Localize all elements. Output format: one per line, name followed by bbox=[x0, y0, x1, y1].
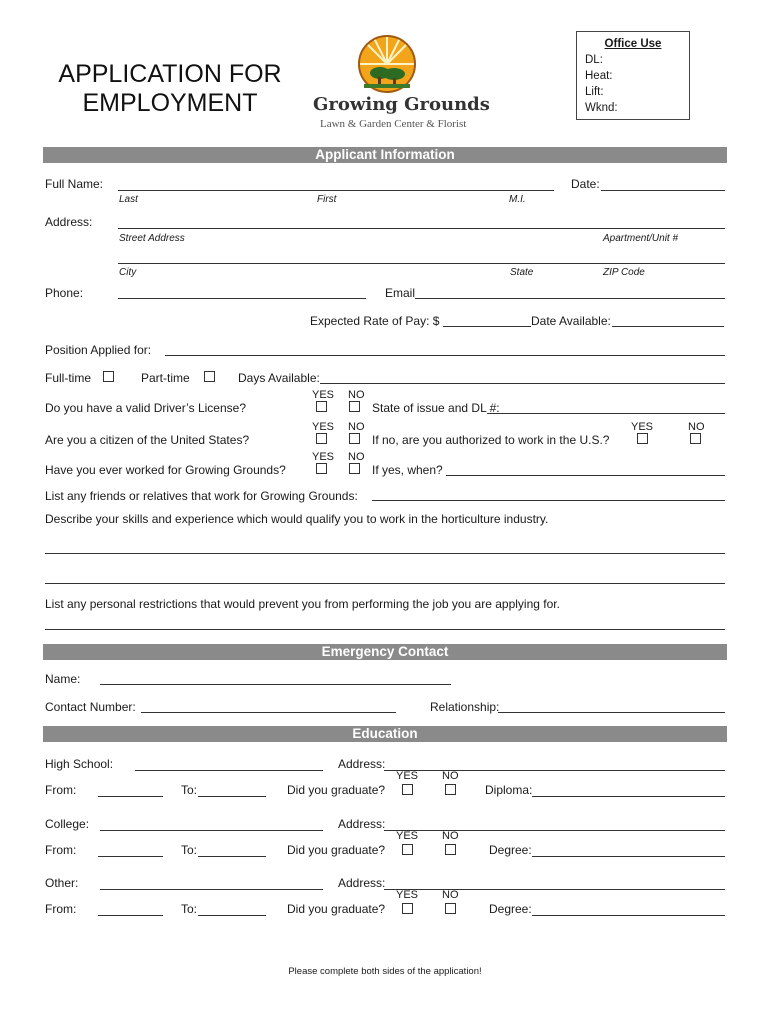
other-field[interactable] bbox=[100, 889, 323, 890]
position-field[interactable] bbox=[165, 355, 725, 356]
license-no-header: NO bbox=[348, 389, 365, 401]
high-school-no-header: NO bbox=[442, 770, 459, 782]
friends-label: List any friends or relatives that work for Growing Grounds: bbox=[45, 489, 358, 503]
worked-no-checkbox[interactable] bbox=[349, 463, 360, 474]
other-graduate-label: Did you graduate? bbox=[287, 902, 386, 916]
license-yes-header: YES bbox=[312, 389, 335, 401]
high-school-address-field[interactable] bbox=[384, 770, 725, 771]
city-caption: City bbox=[119, 267, 137, 278]
college-to-field[interactable] bbox=[198, 856, 266, 857]
college-field[interactable] bbox=[100, 830, 323, 831]
street-address-caption: Street Address bbox=[119, 233, 185, 244]
address-label: Address: bbox=[45, 215, 93, 229]
diploma-label: Diploma: bbox=[485, 783, 533, 797]
date-available-field[interactable] bbox=[612, 326, 724, 327]
street-address-field[interactable] bbox=[118, 228, 725, 229]
worked-yes-header: YES bbox=[312, 451, 335, 463]
diploma-field[interactable] bbox=[532, 796, 725, 797]
office-use-wknd: Wknd: bbox=[585, 102, 618, 114]
citizen-question: Are you a citizen of the United States? bbox=[45, 433, 250, 447]
license-question: Do you have a valid Driver’s License? bbox=[45, 401, 246, 415]
form-title-line2: EMPLOYMENT bbox=[82, 89, 258, 117]
office-use-heat: Heat: bbox=[585, 70, 613, 82]
other-degree-label: Degree: bbox=[489, 902, 532, 916]
state-caption: State bbox=[510, 267, 534, 278]
license-no-checkbox[interactable] bbox=[349, 401, 360, 412]
pay-label: Expected Rate of Pay: $ bbox=[310, 314, 440, 328]
college-no-header: NO bbox=[442, 830, 459, 842]
if-yes-when-field[interactable] bbox=[446, 475, 725, 476]
emergency-name-label: Name: bbox=[45, 672, 81, 686]
relationship-field[interactable] bbox=[498, 712, 725, 713]
zip-caption: ZIP Code bbox=[603, 267, 645, 278]
restrictions-field[interactable] bbox=[45, 629, 725, 630]
college-to-label: To: bbox=[181, 843, 198, 857]
office-use-box bbox=[576, 31, 690, 120]
relationship-label: Relationship: bbox=[430, 700, 500, 714]
days-available-field[interactable] bbox=[320, 383, 725, 384]
citizen-no-checkbox[interactable] bbox=[349, 433, 360, 444]
phone-label: Phone: bbox=[45, 286, 84, 300]
office-use-lift: Lift: bbox=[585, 86, 604, 98]
skills-field-line-2[interactable] bbox=[45, 583, 725, 584]
other-graduate-yes-checkbox[interactable] bbox=[402, 903, 413, 914]
part-time-checkbox[interactable] bbox=[204, 371, 215, 382]
date-label: Date: bbox=[571, 177, 600, 191]
college-graduate-yes-checkbox[interactable] bbox=[402, 844, 413, 855]
other-no-header: NO bbox=[442, 889, 459, 901]
full-name-label: Full Name: bbox=[45, 177, 104, 191]
logo-name: Growing Grounds bbox=[313, 94, 490, 115]
footer-note: Please complete both sides of the application! bbox=[288, 966, 482, 977]
high-school-label: High School: bbox=[45, 757, 114, 771]
high-school-from-field[interactable] bbox=[98, 796, 163, 797]
college-degree-field[interactable] bbox=[532, 856, 725, 857]
days-available-label: Days Available: bbox=[238, 371, 320, 385]
other-address-label: Address: bbox=[338, 876, 386, 890]
other-from-label: From: bbox=[45, 902, 77, 916]
skills-label: Describe your skills and experience which would qualify you to work in the horticulture industry. bbox=[45, 512, 549, 526]
high-school-to-field[interactable] bbox=[198, 796, 266, 797]
email-field[interactable] bbox=[415, 298, 725, 299]
college-address-field[interactable] bbox=[384, 830, 725, 831]
other-address-field[interactable] bbox=[384, 889, 725, 890]
part-time-label: Part-time bbox=[141, 371, 190, 385]
friends-field[interactable] bbox=[372, 500, 725, 501]
other-graduate-no-checkbox[interactable] bbox=[445, 903, 456, 914]
authorized-yes-header: YES bbox=[631, 421, 654, 433]
date-field[interactable] bbox=[601, 190, 725, 191]
high-school-graduate-label: Did you graduate? bbox=[287, 783, 386, 797]
section-education: Education bbox=[43, 726, 727, 742]
last-name-caption: Last bbox=[119, 194, 138, 205]
high-school-field[interactable] bbox=[135, 770, 323, 771]
other-to-label: To: bbox=[181, 902, 198, 916]
sun-tree-logo-icon bbox=[358, 35, 416, 93]
high-school-graduate-no-checkbox[interactable] bbox=[445, 784, 456, 795]
if-yes-when-label: If yes, when? bbox=[372, 463, 443, 477]
high-school-to-label: To: bbox=[181, 783, 198, 797]
college-yes-header: YES bbox=[396, 830, 419, 842]
other-from-field[interactable] bbox=[98, 915, 163, 916]
citizen-no-header: NO bbox=[348, 421, 365, 433]
skills-field-line-1[interactable] bbox=[45, 553, 725, 554]
license-yes-checkbox[interactable] bbox=[316, 401, 327, 412]
state-dl-label: State of issue and DL #: bbox=[372, 401, 500, 415]
authorized-no-header: NO bbox=[688, 421, 705, 433]
college-label: College: bbox=[45, 817, 90, 831]
contact-number-label: Contact Number: bbox=[45, 700, 136, 714]
full-name-field[interactable] bbox=[118, 190, 554, 191]
form-title bbox=[40, 60, 300, 118]
full-time-checkbox[interactable] bbox=[103, 371, 114, 382]
full-time-label: Full-time bbox=[45, 371, 92, 385]
other-label: Other: bbox=[45, 876, 79, 890]
other-to-field[interactable] bbox=[198, 915, 266, 916]
emergency-name-field[interactable] bbox=[100, 684, 451, 685]
middle-initial-caption: M.I. bbox=[509, 194, 526, 205]
other-degree-field[interactable] bbox=[532, 915, 725, 916]
authorized-no-checkbox[interactable] bbox=[690, 433, 701, 444]
citizen-yes-header: YES bbox=[312, 421, 335, 433]
other-yes-header: YES bbox=[396, 889, 419, 901]
authorized-question: If no, are you authorized to work in the U.S.? bbox=[372, 433, 610, 447]
logo-tagline: Lawn & Garden Center & Florist bbox=[320, 118, 467, 130]
worked-yes-checkbox[interactable] bbox=[316, 463, 327, 474]
form-title-line1: APPLICATION FOR bbox=[58, 60, 282, 88]
phone-field[interactable] bbox=[118, 298, 366, 299]
section-emergency-contact: Emergency Contact bbox=[43, 644, 727, 660]
office-use-dl: DL: bbox=[585, 54, 603, 66]
email-label: Email bbox=[385, 286, 416, 300]
restrictions-label: List any personal restrictions that would prevent you from performing the job you are applying for. bbox=[45, 597, 560, 611]
worked-no-header: NO bbox=[348, 451, 365, 463]
pay-field[interactable] bbox=[443, 326, 531, 327]
high-school-address-label: Address: bbox=[338, 757, 386, 771]
office-use-heading: Office Use bbox=[604, 38, 662, 50]
state-dl-field[interactable] bbox=[487, 413, 725, 414]
college-graduate-label: Did you graduate? bbox=[287, 843, 386, 857]
apartment-caption: Apartment/Unit # bbox=[603, 233, 679, 244]
first-name-caption: First bbox=[317, 194, 337, 205]
college-from-field[interactable] bbox=[98, 856, 163, 857]
high-school-from-label: From: bbox=[45, 783, 77, 797]
college-graduate-no-checkbox[interactable] bbox=[445, 844, 456, 855]
position-label: Position Applied for: bbox=[45, 343, 152, 357]
college-address-label: Address: bbox=[338, 817, 386, 831]
high-school-yes-header: YES bbox=[396, 770, 419, 782]
contact-number-field[interactable] bbox=[141, 712, 396, 713]
college-from-label: From: bbox=[45, 843, 77, 857]
section-applicant-information: Applicant Information bbox=[43, 147, 727, 163]
high-school-graduate-yes-checkbox[interactable] bbox=[402, 784, 413, 795]
city-state-zip-field[interactable] bbox=[118, 263, 725, 264]
authorized-yes-checkbox[interactable] bbox=[637, 433, 648, 444]
worked-question: Have you ever worked for Growing Grounds? bbox=[45, 463, 286, 477]
college-degree-label: Degree: bbox=[489, 843, 532, 857]
date-available-label: Date Available: bbox=[531, 314, 611, 328]
citizen-yes-checkbox[interactable] bbox=[316, 433, 327, 444]
